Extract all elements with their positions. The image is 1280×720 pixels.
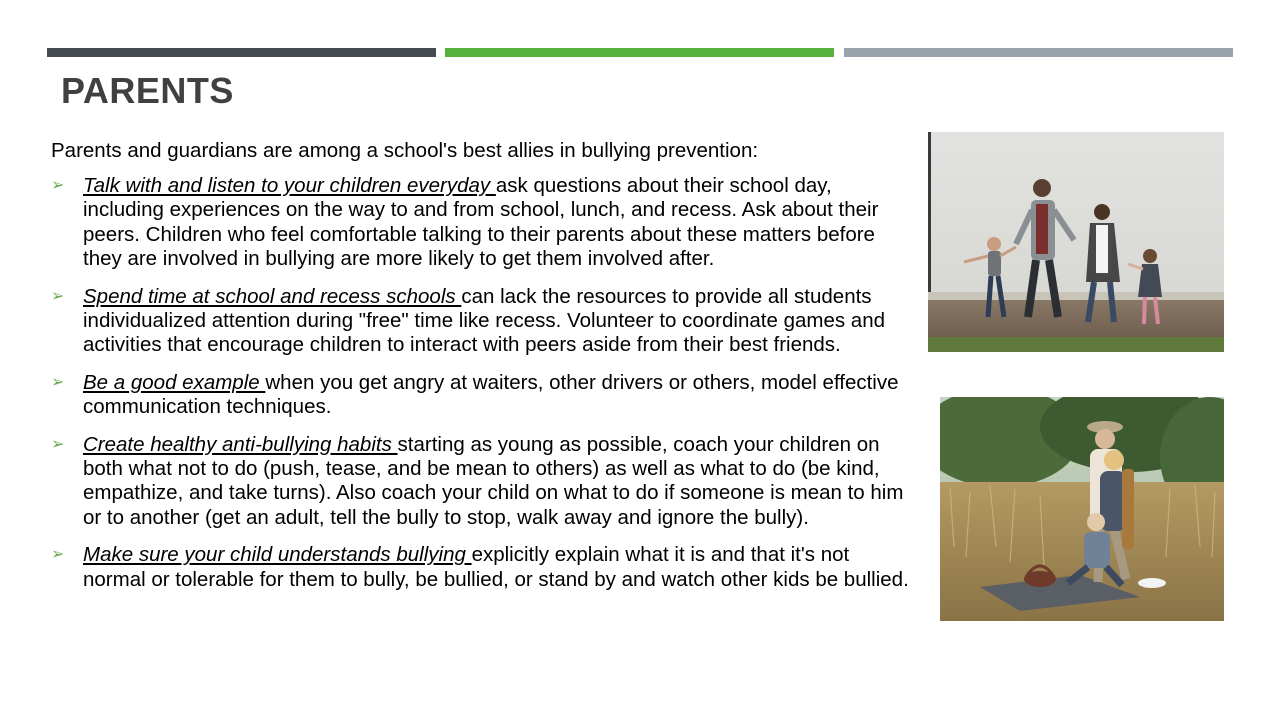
header-bar-green	[445, 48, 834, 57]
family-field-photo	[940, 397, 1224, 621]
bullet-item	[51, 285, 911, 358]
bullet-text: ask questions about their school day, including experiences on the way to and from school, lunch, and recess. Ask about their peers. Children who feel comfortable talking to their parents about these matters before they are involved in bullying are more likely to get them involved after.	[83, 174, 879, 271]
intro-text: Parents and guardians are among a school's best allies in bullying prevention:	[51, 139, 759, 162]
arrow-bullet-icon: ➢	[51, 546, 65, 564]
bullet-text: starting as young as possible, coach your children on both what not to do (push, tease, and be mean to others) as well as what to do (be kind, empathize, and take turns). Also coach your child on what to do if someone is mean to him or to another (get an adult, tell the bully to stop, walk away and ignore the bully).	[83, 432, 904, 529]
bullet-item	[51, 371, 911, 420]
header-bar-dark	[47, 48, 436, 57]
bullet-lead: Make sure your child understands bullying	[83, 543, 472, 567]
arrow-bullet-icon: ➢	[51, 177, 65, 194]
bullet-lead: Be a good example	[83, 370, 266, 394]
slide-body	[51, 138, 911, 605]
bullet-item	[51, 433, 911, 531]
arrow-bullet-icon: ➢	[51, 373, 65, 391]
arrow-bullet-icon: ➢	[51, 435, 65, 453]
bullet-item	[51, 543, 911, 592]
bullet-item	[51, 174, 911, 272]
bullet-text: can lack the resources to provide all students individualized attention during "free" time like recess. Volunteer to coordinate games and activities that encourage children to interact with peers aside from their best friends.	[83, 284, 885, 357]
arrow-bullet-icon: ➢	[51, 287, 65, 305]
slide-title: PARENTS	[61, 70, 234, 111]
bullet-text: explicitly explain what it is and that it's not normal or tolerable for them to bully, be bullied, or stand by and watch other kids be bullied.	[83, 543, 909, 591]
bullet-lead: Talk with and listen to your children everyday	[83, 174, 496, 197]
bullet-lead: Spend time at school and recess schools	[83, 284, 462, 308]
header-bar-gray	[844, 48, 1233, 57]
family-walking-photo	[928, 132, 1224, 352]
bullet-text: when you get angry at waiters, other drivers or others, model effective communication techniques.	[83, 370, 899, 419]
bullet-lead: Create healthy anti-bullying habits	[83, 432, 398, 456]
